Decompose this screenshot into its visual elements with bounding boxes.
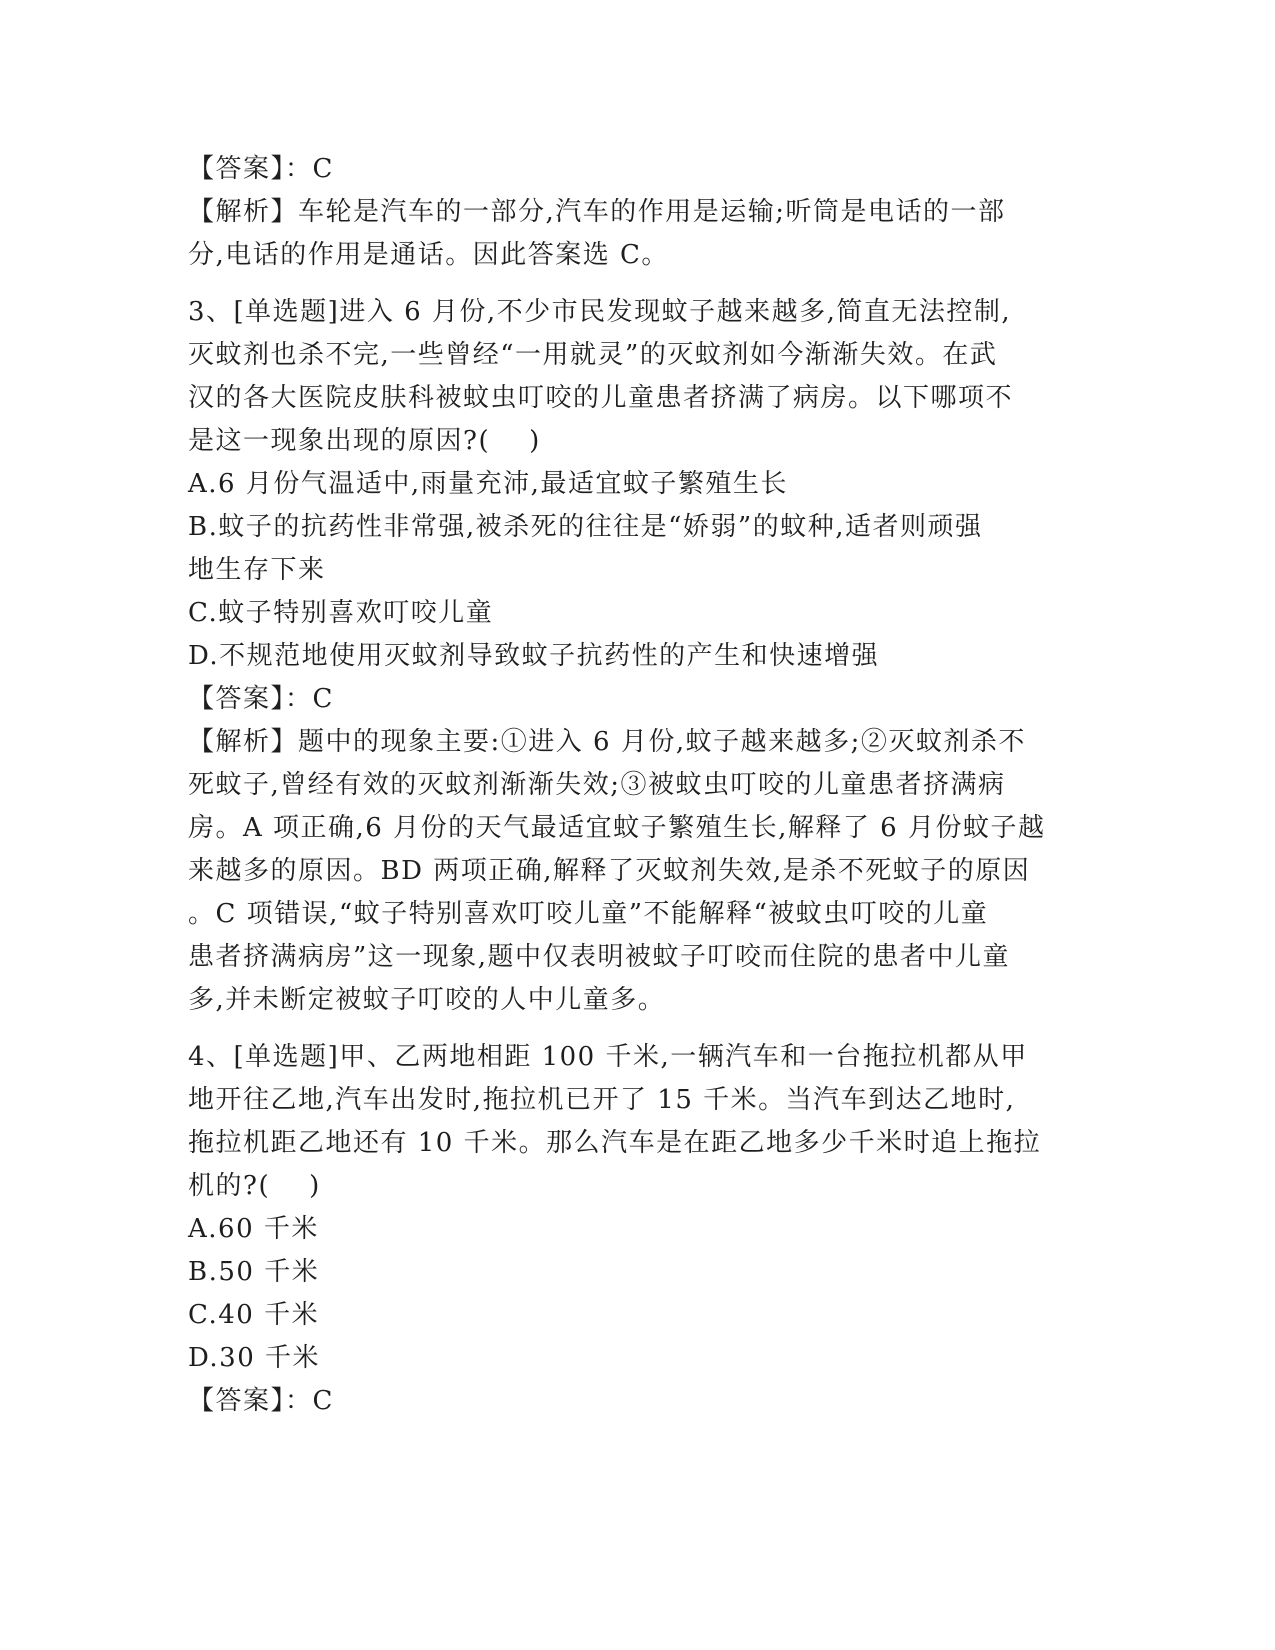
analysis-line: 【解析】车轮是汽车的一部分,汽车的作用是运输;听筒是电话的一部 xyxy=(188,197,1006,227)
question-stem-line: 拖拉机距乙地还有 10 千米。那么汽车是在距乙地多少千米时追上拖拉 xyxy=(188,1128,1042,1158)
analysis-line: 房。A 项正确,6 月份的天气最适宜蚊子繁殖生长,解释了 6 月份蚊子越 xyxy=(188,813,1046,843)
option-a: A.6 月份气温适中,雨量充沛,最适宜蚊子繁殖生长 xyxy=(188,469,788,499)
question-stem-line: 是这一现象出现的原因?( ) xyxy=(188,426,541,456)
spacer xyxy=(188,1022,1088,1036)
document-page xyxy=(188,148,1088,1423)
question-stem-line: 地开往乙地,汽车出发时,拖拉机已开了 15 千米。当汽车到达乙地时, xyxy=(188,1085,1016,1115)
analysis-line: 分,电话的作用是通话。因此答案选 C。 xyxy=(188,240,669,270)
spacer xyxy=(188,277,1088,291)
analysis-line: 患者挤满病房”这一现象,题中仅表明被蚊子叮咬而住院的患者中儿童 xyxy=(188,942,1011,972)
question-4 xyxy=(188,1036,1088,1423)
option-c: C.40 千米 xyxy=(188,1300,320,1330)
answer-line: 【答案】：C xyxy=(188,154,334,184)
option-b: B.50 千米 xyxy=(188,1257,320,1287)
question-stem-line: 机的?( ) xyxy=(188,1171,321,1201)
analysis-line: 。C 项错误,“蚊子特别喜欢叮咬儿童”不能解释“被蚊虫叮咬的儿童 xyxy=(188,899,989,929)
question-stem-line: 灭蚊剂也杀不完,一些曾经“一用就灵”的灭蚊剂如今渐渐失效。在武 xyxy=(188,340,998,370)
question-stem-line: 3、[单选题]进入 6 月份,不少市民发现蚊子越来越多,简直无法控制, xyxy=(188,297,1012,327)
analysis-line: 多,并未断定被蚊子叮咬的人中儿童多。 xyxy=(188,985,666,1015)
analysis-line: 来越多的原因。BD 两项正确,解释了灭蚊剂失效,是杀不死蚊子的原因 xyxy=(188,856,1031,886)
question-stem-line: 4、[单选题]甲、乙两地相距 100 千米,一辆汽车和一台拖拉机都从甲 xyxy=(188,1042,1028,1072)
question-stem-line: 汉的各大医院皮肤科被蚊虫叮咬的儿童患者挤满了病房。以下哪项不 xyxy=(188,383,1014,413)
option-c: C.蚊子特别喜欢叮咬儿童 xyxy=(188,598,494,628)
option-b-continued: 地生存下来 xyxy=(188,555,326,585)
analysis-line: 【解析】题中的现象主要:①进入 6 月份,蚊子越来越多;②灭蚊剂杀不 xyxy=(188,727,1026,757)
option-d: D.30 千米 xyxy=(188,1343,321,1373)
question-3 xyxy=(188,291,1088,1022)
option-b: B.蚊子的抗药性非常强,被杀死的往往是“娇弱”的蚊种,适者则顽强 xyxy=(188,512,983,542)
answer-line: 【答案】：C xyxy=(188,1386,334,1416)
analysis-line: 死蚊子,曾经有效的灭蚊剂渐渐失效;③被蚊虫叮咬的儿童患者挤满病 xyxy=(188,770,1006,800)
option-a: A.60 千米 xyxy=(188,1214,319,1244)
option-d: D.不规范地使用灭蚊剂导致蚊子抗药性的产生和快速增强 xyxy=(188,641,880,671)
answer-block-prev xyxy=(188,148,1088,277)
answer-line: 【答案】：C xyxy=(188,684,334,714)
